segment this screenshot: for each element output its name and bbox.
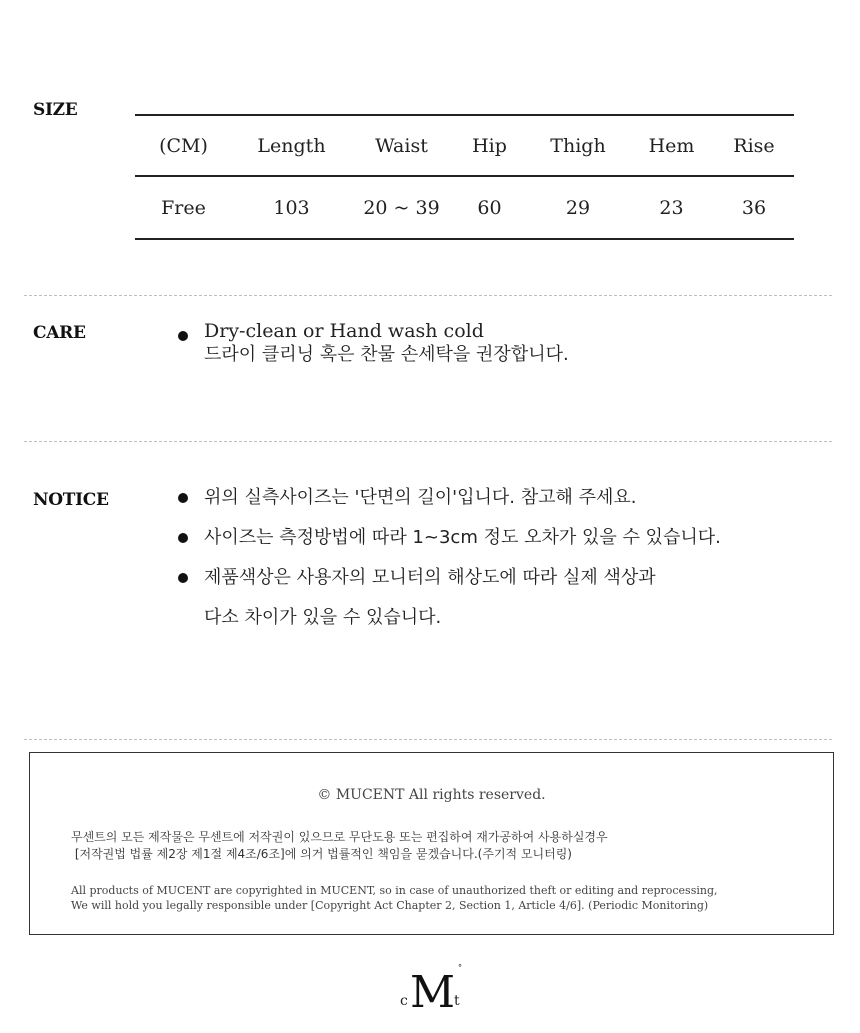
size-header-cell: Waist — [375, 134, 428, 157]
size-cell: 103 — [273, 196, 310, 219]
size-header-cell: Rise — [733, 134, 775, 157]
bullet-icon — [178, 533, 188, 543]
copyright-text: © MUCENT All rights reserved. — [317, 787, 546, 803]
notice-text: 위의 실측사이즈는 '단면의 길이'입니다. 참고해 주세요. — [204, 487, 637, 508]
logo-letter-main: M — [410, 967, 456, 1018]
size-header-cell: Length — [257, 134, 326, 157]
list-item — [178, 478, 721, 518]
list-item — [178, 518, 721, 558]
divider — [24, 739, 832, 740]
notice-list — [178, 478, 721, 638]
size-cell: 29 — [565, 196, 591, 219]
brand-logo — [398, 960, 468, 1020]
bullet-icon — [178, 493, 188, 503]
logo-letter-right: t — [454, 993, 460, 1009]
logo-letter-left: c — [400, 993, 408, 1009]
size-header-cell: (CM) — [159, 134, 208, 157]
notice-text: 제품색상은 사용자의 모니터의 해상도에 따라 실제 색상과 — [204, 567, 656, 588]
copyright-notice-ko-line: [저작권법 법률 제2장 제1절 제4조/6조]에 의거 법률적인 책임을 묻겠습니다.(주기적 모니터링) — [71, 847, 572, 861]
copyright-notice-en-line: We will hold you legally responsible under [Copyright Act Chapter 2, Section 1, Article 4/6]. (Periodic Monitoring) — [71, 899, 709, 912]
divider — [24, 441, 832, 442]
size-cell: 23 — [659, 196, 684, 219]
size-table — [135, 114, 794, 240]
bullet-icon — [178, 573, 188, 583]
notice-label: NOTICE — [33, 490, 109, 510]
notice-text: 다소 차이가 있을 수 있습니다. — [204, 607, 442, 628]
logo-mark: ° — [458, 963, 462, 972]
care-text-en: Dry-clean or Hand wash cold — [204, 320, 484, 342]
size-cell: 36 — [741, 196, 767, 219]
list-item — [178, 320, 569, 366]
size-header-cell: Hem — [648, 134, 695, 157]
bullet-icon — [178, 331, 188, 341]
copyright-notice-ko-line: 무센트의 모든 제작물은 무센트에 저작권이 있으므로 무단도용 또는 편집하여 재가공하여 사용하실경우 — [71, 830, 608, 844]
care-text-ko: 드라이 클리닝 혹은 찬물 손세탁을 권장합니다. — [204, 344, 569, 365]
size-cell: 60 — [477, 196, 502, 219]
copyright-notice-en-line: All products of MUCENT are copyrighted in MUCENT, so in case of unauthorized theft or editing and reprocessing, — [71, 884, 718, 897]
size-cell: Free — [161, 196, 206, 219]
size-label: SIZE — [33, 100, 78, 120]
copyright-notice-en — [71, 883, 831, 913]
size-header-cell: Hip — [472, 134, 507, 157]
table-row — [135, 177, 794, 238]
copyright-box — [29, 752, 834, 935]
size-header-cell: Thigh — [550, 134, 606, 157]
care-label: CARE — [33, 323, 86, 343]
copyright-notice-ko — [71, 829, 811, 863]
logo-icon — [398, 960, 468, 1020]
divider — [24, 295, 832, 296]
notice-text: 사이즈는 측정방법에 따라 1~3cm 정도 오차가 있을 수 있습니다. — [204, 527, 721, 548]
list-item — [178, 558, 721, 638]
care-list — [178, 320, 569, 366]
size-cell: 20 ~ 39 — [363, 196, 440, 219]
size-header-row — [135, 116, 794, 177]
